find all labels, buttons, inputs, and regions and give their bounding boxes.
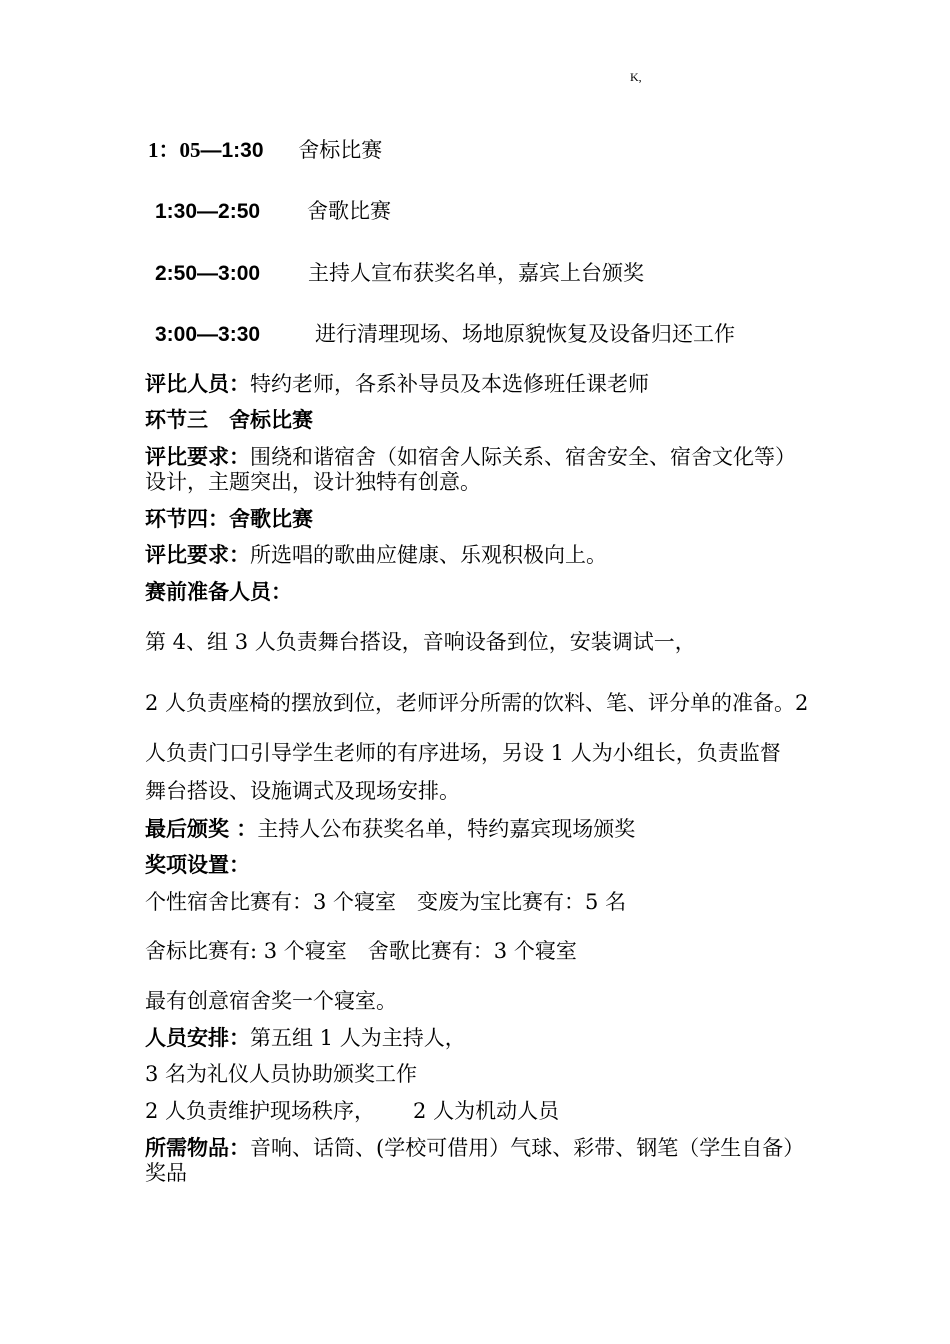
- schedule-event: 主持人宣布获奖名单，嘉宾上台颁奖: [308, 261, 644, 285]
- staff-line-3: 2 人负责维护现场秩序， 2 人为机动人员: [145, 1099, 560, 1123]
- prep-line-1: 第 4、组 3 人负责舞台搭设，音响设备到位，安装调试一，: [145, 630, 696, 654]
- section-3-title: 环节三 舍标比赛: [145, 408, 313, 432]
- schedule-event: 舍歌比赛: [307, 199, 391, 223]
- prep-line-3: 人负责门口引导学生老师的有序进场，另设 1 人为小组长，负责监督: [145, 741, 781, 765]
- section-4-title: 环节四：舍歌比赛: [145, 507, 313, 531]
- items-line: 所需物品：音响、话筒、(学校可借用）气球、彩带、钢笔（学生自备）奖品: [145, 1136, 805, 1185]
- prep-line-2: 2 人负责座椅的摆放到位，老师评分所需的饮料、笔、评分单的准备。2: [145, 691, 809, 715]
- schedule-row-3: 2:50—3:00 主持人宣布获奖名单，嘉宾上台颁奖: [155, 261, 644, 285]
- staff-line-1: 人员安排：第五组 1 人为主持人，: [145, 1026, 466, 1050]
- schedule-row-1: 1：05—1:30 舍标比赛: [148, 138, 383, 162]
- staff-line-2: 3 名为礼仪人员协助颁奖工作: [145, 1062, 418, 1086]
- prizes-label: 奖项设置：: [145, 853, 250, 877]
- section-3-requirement: 评比要求：围绕和谐宿舍（如宿舍人际关系、宿舍安全、宿舍文化等）设计，主题突出，设计独特有创意。: [145, 445, 796, 494]
- prizes-line-3: 最有创意宿舍奖一个寝室。: [145, 989, 397, 1013]
- prep-label: 赛前准备人员：: [145, 580, 292, 604]
- prizes-line-2: 舍标比赛有: 3 个寝室 舍歌比赛有：3 个寝室: [145, 939, 577, 963]
- award-line: 最后颁奖 ：主持人公布获奖名单，特约嘉宾现场颁奖: [145, 817, 636, 841]
- schedule-row-2: 1:30—2:50 舍歌比赛: [155, 199, 391, 223]
- schedule-event: 舍标比赛: [298, 138, 383, 162]
- prep-line-4: 舞台搭设、设施调式及现场安排。: [145, 779, 460, 803]
- judges-line: 评比人员：特约老师，各系补导员及本选修班任课老师: [145, 372, 649, 396]
- header-mark: K,: [630, 70, 642, 84]
- schedule-row-4: 3:00—3:30 进行清理现场、场地原貌恢复及设备归还工作: [155, 322, 735, 346]
- schedule-event: 进行清理现场、场地原貌恢复及设备归还工作: [315, 322, 735, 346]
- prizes-line-1: 个性宿舍比赛有：3 个寝室 变废为宝比赛有：5 名: [145, 890, 627, 914]
- section-4-requirement: 评比要求：所选唱的歌曲应健康、乐观积极向上。: [145, 543, 607, 567]
